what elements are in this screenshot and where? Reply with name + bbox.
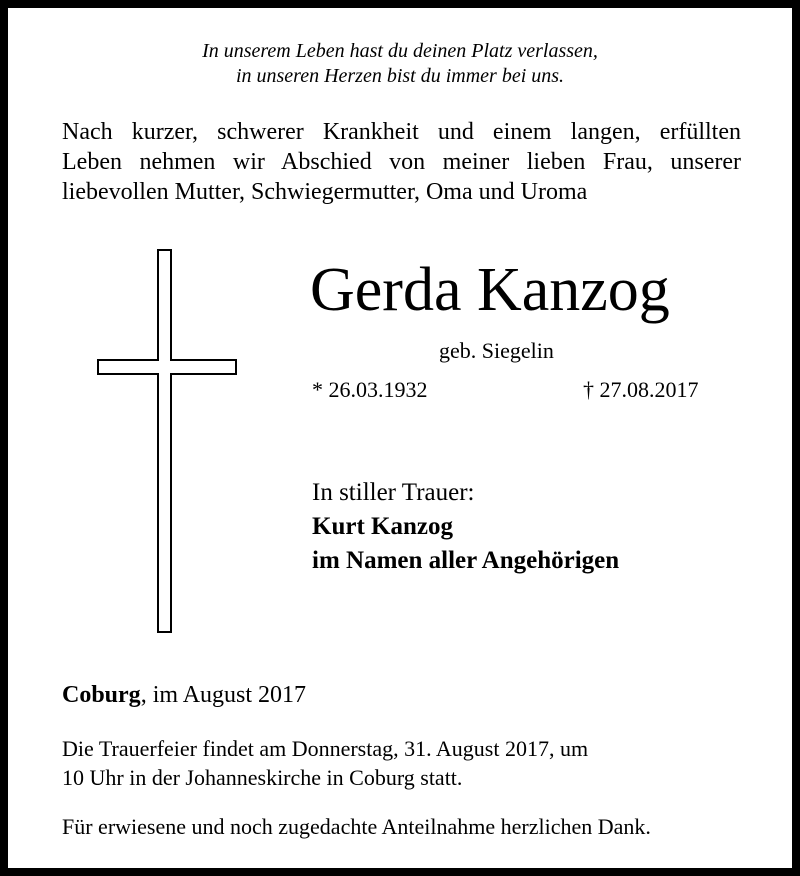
cross-icon (97, 249, 238, 634)
intro-line-1: Nach kurzer, schwerer Krankheit und einem langen, erfüllten (62, 119, 741, 145)
motto (0, 39, 800, 89)
deceased-name: Gerda Kanzog (310, 256, 670, 324)
place-month: , im August 2017 (140, 682, 307, 708)
place-date (62, 680, 306, 710)
death-date: † 27.08.2017 (583, 377, 699, 402)
motto-line-2: in unseren Herzen bist du immer bei uns. (235, 65, 565, 87)
birth-name: geb. Siegelin (439, 338, 554, 363)
intro-line-2: Leben nehmen wir Abschied von meiner lieben Frau, unserer (62, 149, 741, 175)
motto-line-1: In unserem Leben hast du deinen Platz verlassen, (202, 40, 598, 62)
mourner-name: Kurt Kanzog (312, 513, 453, 540)
intro-line-3: liebevollen Mutter, Schwiegermutter, Oma und Uroma (62, 179, 588, 205)
funeral-info (62, 734, 588, 792)
funeral-line-2: 10 Uhr in der Johanneskirche in Coburg statt. (62, 765, 463, 790)
intro-text (62, 117, 741, 207)
place-city: Coburg (62, 682, 141, 708)
mourners-block (312, 476, 619, 578)
mourner-family: im Namen aller Angehörigen (312, 547, 620, 574)
funeral-line-1: Die Trauerfeier findet am Donnerstag, 31. August 2017, um (62, 736, 589, 761)
mourning-intro: In stiller Trauer: (312, 479, 475, 506)
thanks-text: Für erwiesene und noch zugedachte Anteilnahme herzlichen Dank. (62, 814, 651, 839)
birth-date: * 26.03.1932 (312, 377, 428, 402)
